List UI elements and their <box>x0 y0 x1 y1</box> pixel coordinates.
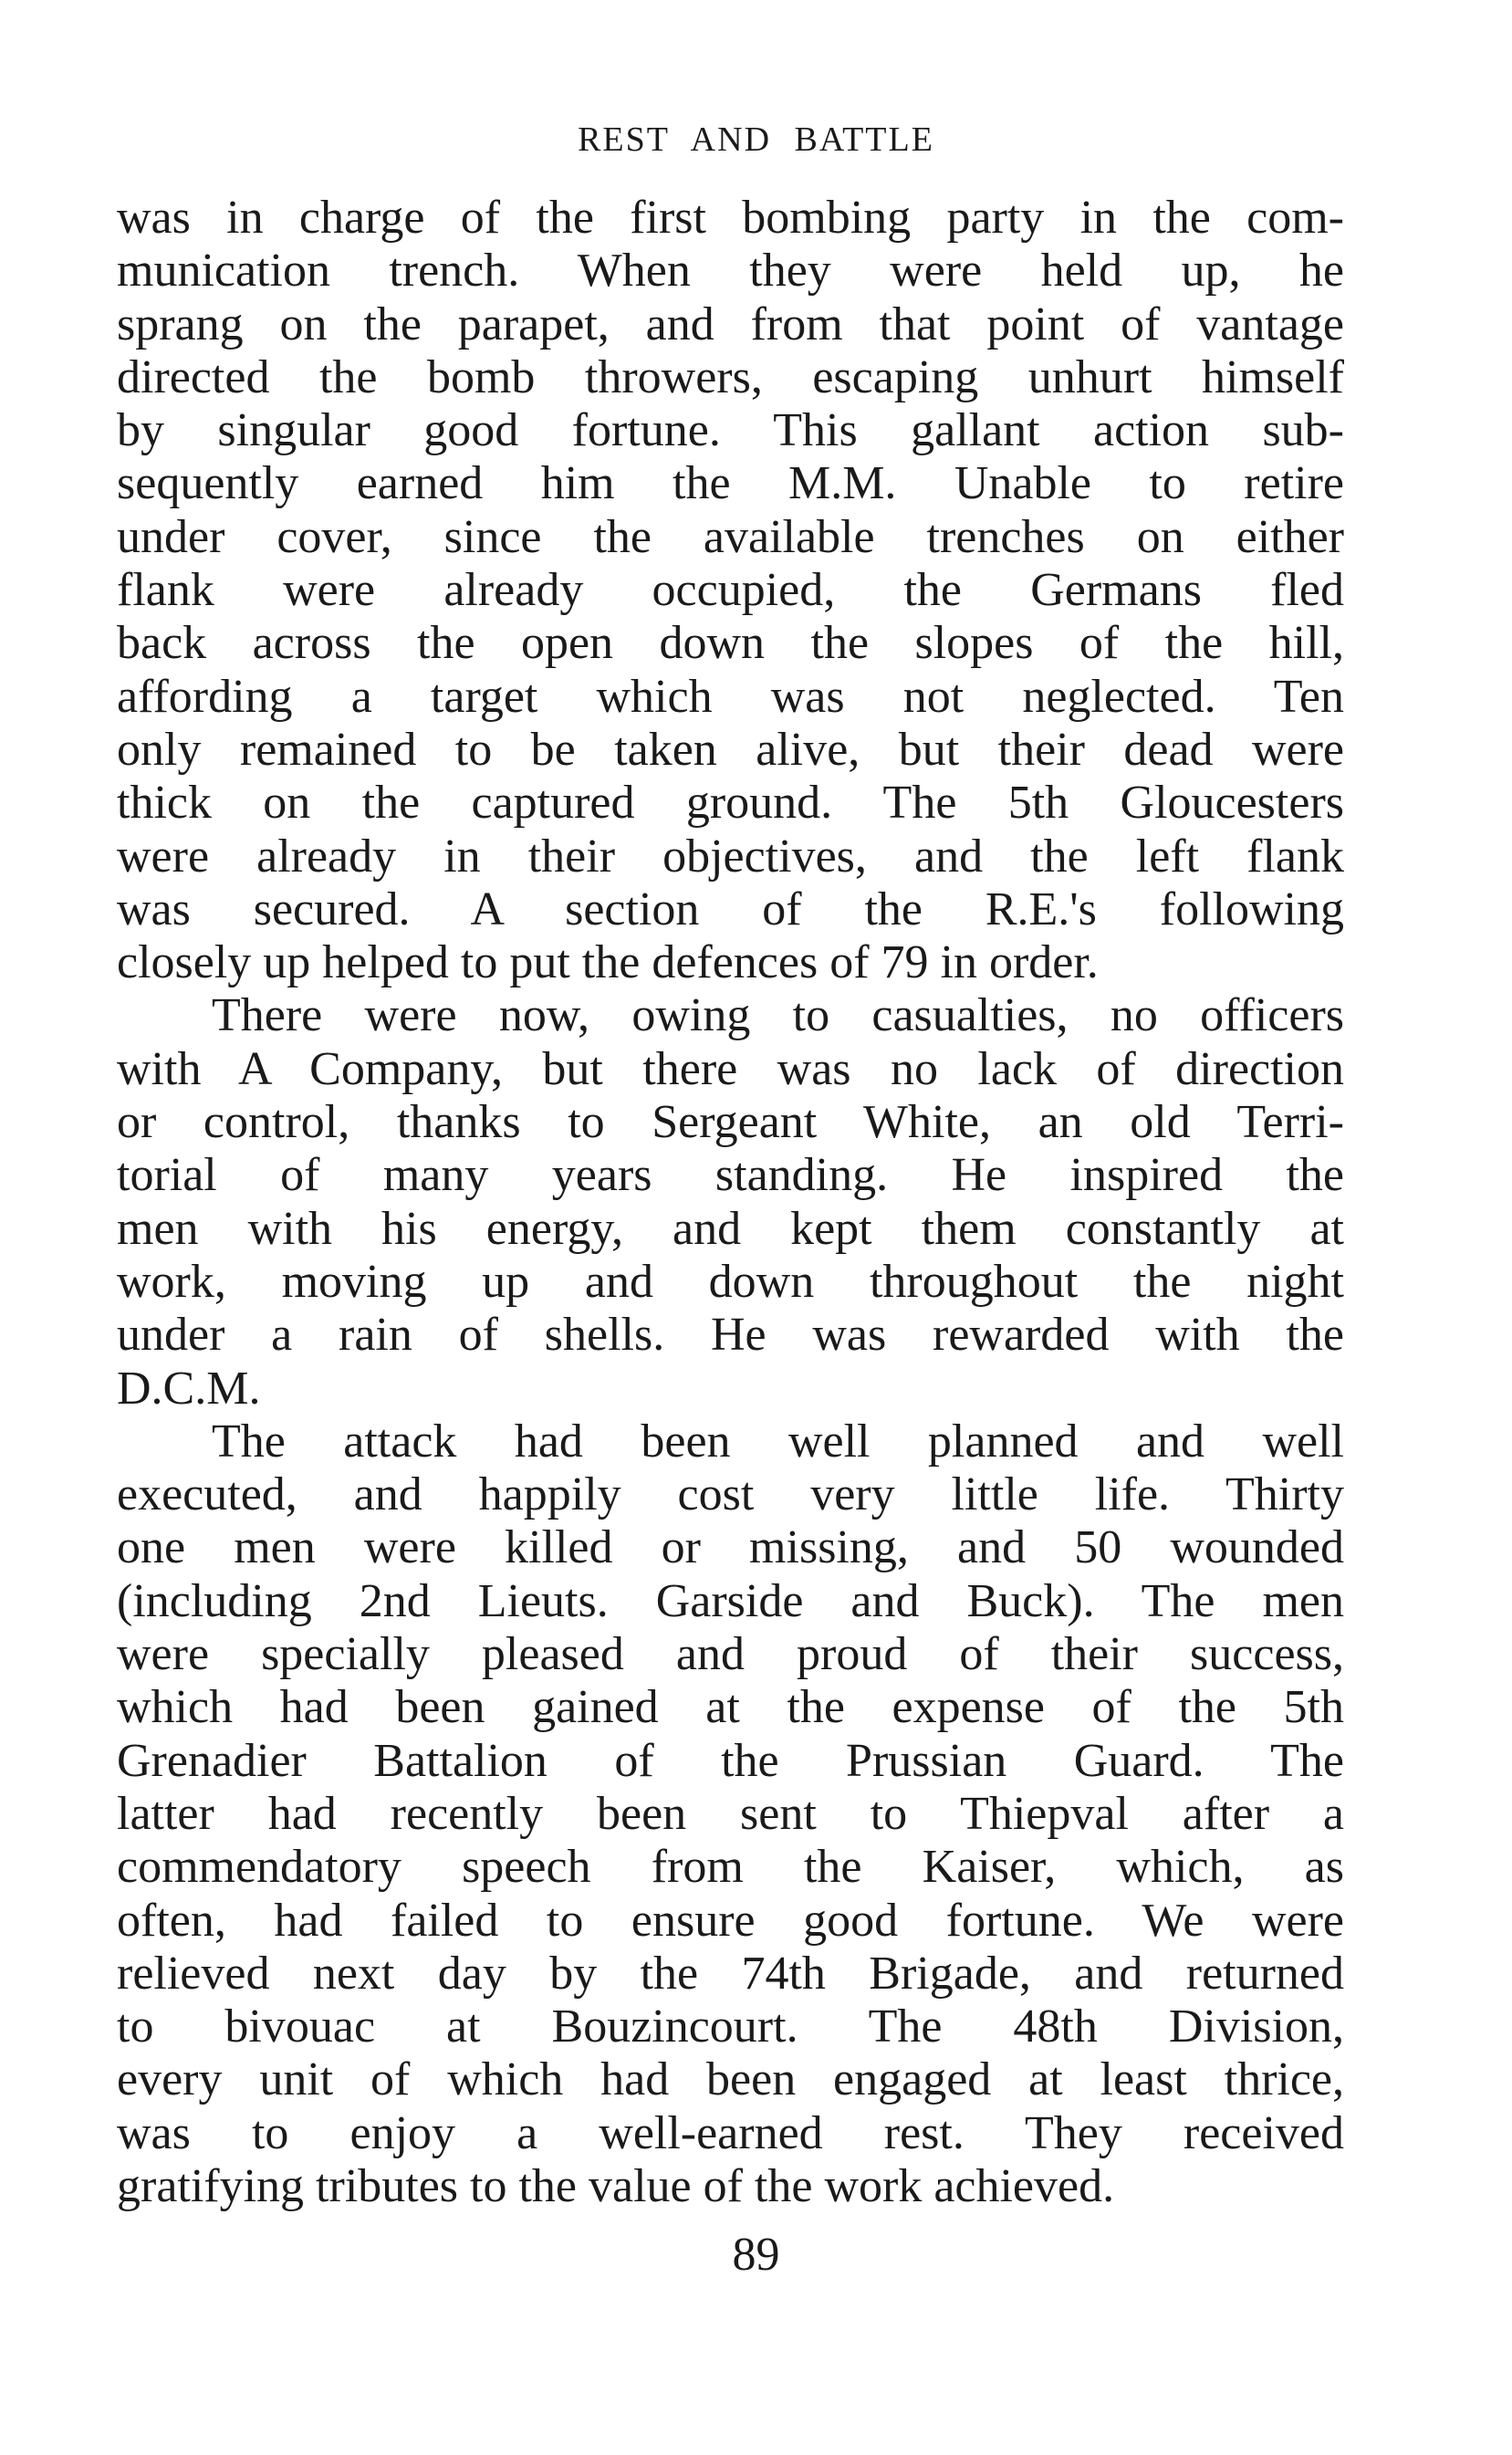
text-line: thick on the captured ground. The 5th Gloucesters <box>117 777 1344 830</box>
text-line: work, moving up and down throughout the night <box>117 1255 1344 1308</box>
text-line: with A Company, but there was no lack of direction <box>117 1042 1344 1095</box>
text-line: latter had recently been sent to Thiepval after a <box>117 1787 1344 1840</box>
text-line: (including 2nd Lieuts. Garside and Buck). The men <box>117 1574 1344 1627</box>
text-line: closely up helped to put the defences of 79 in order. <box>117 936 1099 989</box>
text-line: were specially pleased and proud of their success, <box>117 1628 1344 1681</box>
text-line: men with his energy, and kept them constantly at <box>117 1202 1344 1255</box>
text-line: or control, thanks to Sergeant White, an old Terri- <box>117 1096 1344 1149</box>
text-line: The attack had been well planned and well <box>212 1415 1344 1468</box>
text-line: gratifying tributes to the value of the work achieved. <box>117 2159 1115 2212</box>
text-line: under a rain of shells. He was rewarded with the <box>117 1309 1344 1362</box>
text-line: every unit of which had been engaged at least thrice, <box>117 2053 1344 2106</box>
text-line: directed the bomb throwers, escaping unhurt himself <box>117 350 1344 403</box>
text-line: back across the open down the slopes of the hill, <box>117 617 1344 670</box>
body-text <box>117 192 1344 2213</box>
text-line: sequently earned him the M.M. Unable to retire <box>117 457 1344 510</box>
text-line: relieved next day by the 74th Brigade, and returned <box>117 1947 1344 2000</box>
text-line: sprang on the parapet, and from that point of vantage <box>117 298 1344 350</box>
text-line: executed, and happily cost very little life. Thirty <box>117 1468 1344 1521</box>
text-line: were already in their objectives, and the left flank <box>117 830 1344 883</box>
text-line: There were now, owing to casualties, no officers <box>212 989 1344 1042</box>
text-line: which had been gained at the expense of the 5th <box>117 1681 1344 1734</box>
text-line: under cover, since the available trenches on either <box>117 510 1344 563</box>
text-line: by singular good fortune. This gallant action sub- <box>117 404 1344 457</box>
text-line: to bivouac at Bouzincourt. The 48th Division, <box>117 2001 1344 2053</box>
text-line: was in charge of the first bombing party in the com- <box>117 192 1344 244</box>
text-line: was to enjoy a well-earned rest. They received <box>117 2106 1344 2159</box>
text-line: munication trench. When they were held up, he <box>117 245 1344 298</box>
running-head: REST AND BATTLE <box>578 120 934 159</box>
page-number: 89 <box>732 2229 780 2281</box>
text-line: D.C.M. <box>117 1362 261 1415</box>
text-line: flank were already occupied, the Germans fled <box>117 564 1344 617</box>
text-line: often, had failed to ensure good fortune. We were <box>117 1894 1344 1947</box>
text-line: affording a target which was not neglected. Ten <box>117 670 1344 723</box>
text-line: Grenadier Battalion of the Prussian Guard. The <box>117 1734 1344 1787</box>
text-line: only remained to be taken alive, but their dead were <box>117 723 1344 776</box>
text-line: torial of many years standing. He inspired the <box>117 1149 1344 1202</box>
text-line: one men were killed or missing, and 50 wounded <box>117 1521 1344 1574</box>
text-line: was secured. A section of the R.E.'s following <box>117 883 1344 935</box>
text-line: commendatory speech from the Kaiser, which, as <box>117 1841 1344 1894</box>
